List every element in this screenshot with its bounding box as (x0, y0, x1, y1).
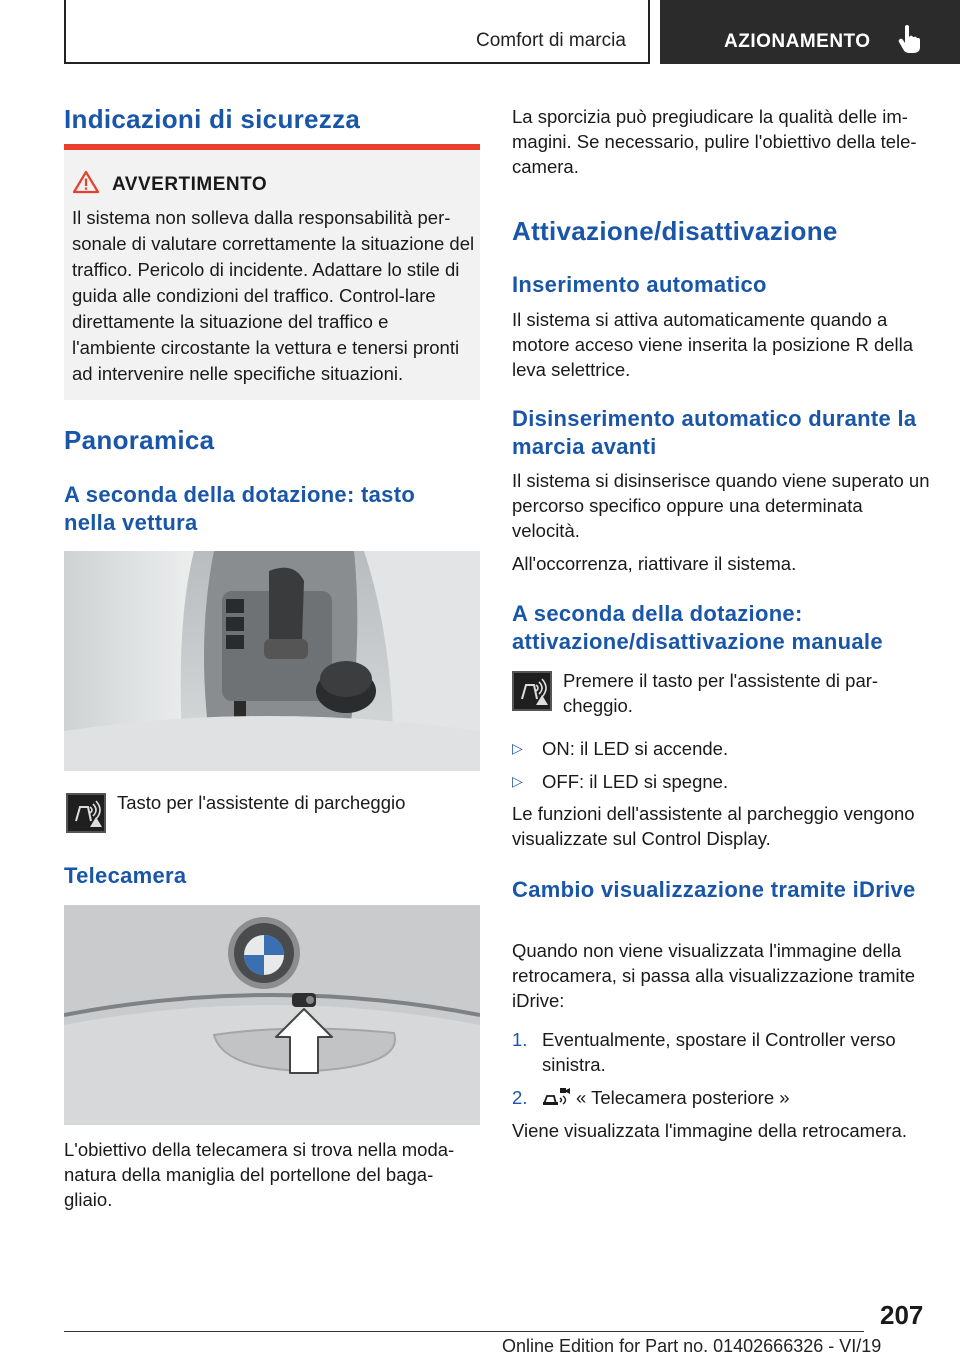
auto-off-title: Disinserimento automatico durante la marcia avanti (512, 406, 917, 459)
result-text: Viene visualizzata l'immagine della retrocamera. (512, 1120, 907, 1141)
footer-rule (64, 1331, 864, 1332)
pointing-hand-icon (896, 24, 922, 54)
park-assist-button-icon (66, 793, 106, 833)
header-rule-bottom (64, 62, 650, 64)
header-chapter-tab (660, 0, 960, 64)
footer-edition: Online Edition for Part no. 01402666326 - VI/19 (502, 1336, 882, 1356)
step-number: 1. (512, 1029, 528, 1050)
auto-on-text: Il sistema si attiva automaticamente quando a motore acceso viene inserita la posizione R della leva selettrice. (512, 309, 914, 380)
button-heading: A seconda della dotazione: tasto nella vettura (64, 482, 416, 535)
header-chapter-label: AZIONAMENTO (724, 31, 871, 52)
triangle-bullet-icon: ▷ (512, 773, 523, 789)
auto-on-title: Inserimento automatico (512, 272, 767, 297)
step-text: Eventualmente, spostare il Controller verso sinistra. (542, 1029, 896, 1075)
manual-text: Premere il tasto per l'assistente di par-cheggio. (563, 670, 879, 716)
rear-camera-icon (542, 1086, 572, 1108)
park-assist-button-icon (512, 671, 552, 711)
tailgate-photo (64, 905, 480, 1125)
header-rule-mid (648, 0, 650, 64)
triangle-bullet-icon: ▷ (512, 740, 523, 756)
idrive-text: Quando non viene visualizzata l'immagine della retrocamera, si passa alla visualizzazione tramite iDrive: (512, 940, 916, 1011)
page-number: 207 (880, 1300, 924, 1330)
manual-title: A seconda della dotazione: attivazione/disattivazione manuale (512, 601, 883, 654)
reactivate-text: All'occorrenza, riattivare il sistema. (512, 553, 797, 574)
safety-title: Indicazioni di sicurezza (64, 104, 361, 134)
bullet-text: OFF: il LED si spegne. (542, 771, 729, 792)
warning-triangle-icon (72, 170, 100, 194)
idrive-title: Cambio visualizzazione tramite iDrive (512, 877, 916, 902)
auto-off-text: Il sistema si disinserisce quando viene superato un percorso specifico oppure una determinata velocità. (512, 470, 930, 541)
warning-text: Il sistema non solleva dalla responsabilità per-sonale di valutare correttamente la situazione del traffico. Pericolo di incidente. Adattare lo stile di guida alle condizioni del traffico. Control-lare direttamente la situazione del traffico e l'ambiente circostante la vettura e tenersi pronti ad intervenire nelle specifiche situazioni. (72, 207, 475, 384)
warning-title: AVVERTIMENTO (112, 174, 268, 195)
functions-text: Le funzioni dell'assistente al parcheggio vengono visualizzate sul Control Display. (512, 803, 915, 849)
header-rule-left (64, 0, 66, 64)
step-text: « Telecamera posteriore » (576, 1087, 790, 1108)
dirt-text: La sporcizia può pregiudicare la qualità delle im-magini. Se necessario, pulire l'obiettivo della tele-camera. (512, 106, 917, 177)
console-photo (64, 551, 480, 771)
bullet-text: ON: il LED si accende. (542, 738, 729, 759)
overview-title: Panoramica (64, 425, 215, 455)
step-number: 2. (512, 1087, 528, 1108)
header-section-title: Comfort di marcia (476, 30, 626, 51)
camera-title: Telecamera (64, 863, 187, 888)
camera-text: L'obiettivo della telecamera si trova nella moda-natura della maniglia del portellone del baga-gliaio. (64, 1139, 455, 1210)
activation-title: Attivazione/disattivazione (512, 216, 838, 246)
button-caption: Tasto per l'assistente di parcheggio (117, 792, 406, 813)
